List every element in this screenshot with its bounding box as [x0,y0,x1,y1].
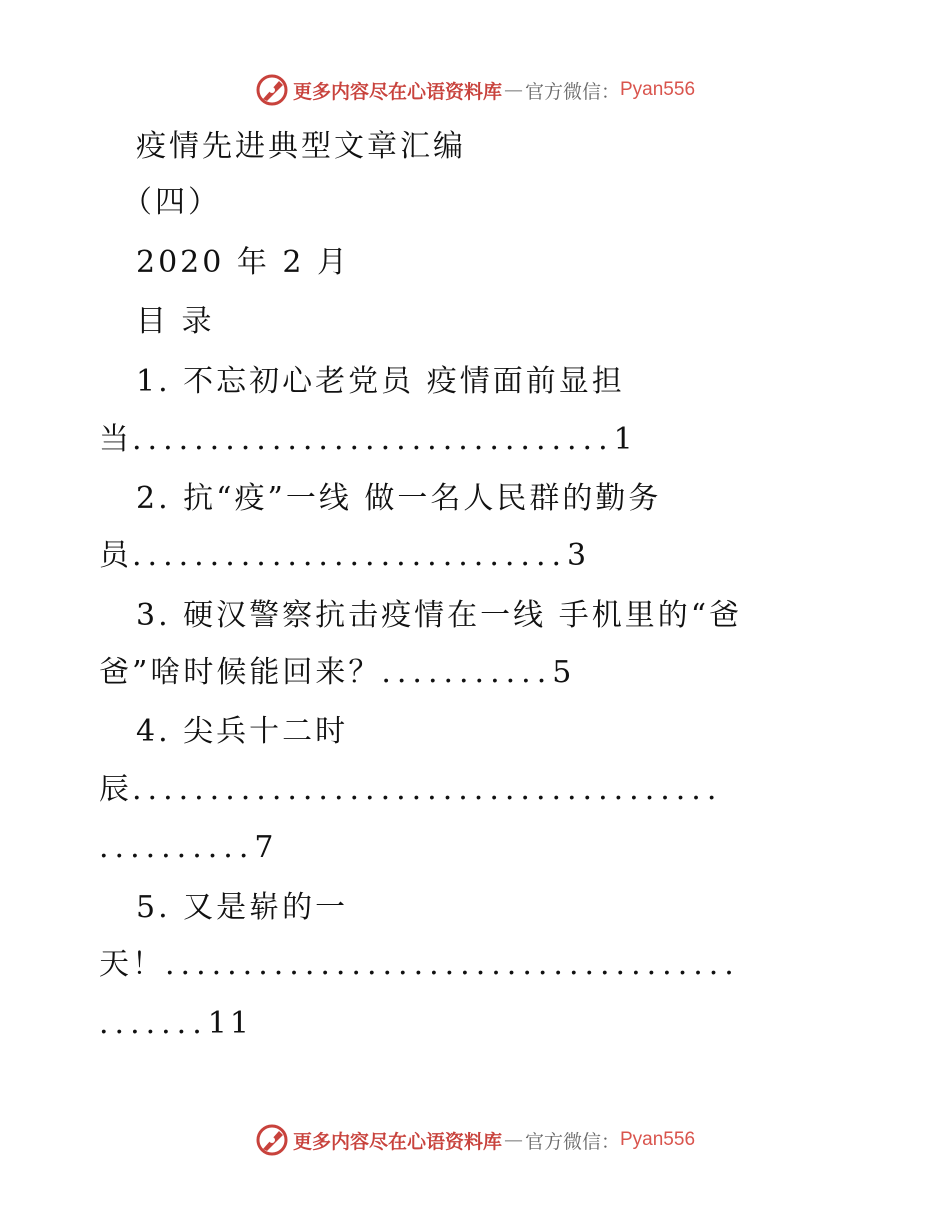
toc-item-entry [99,945,740,985]
watermark-separator: — [503,1129,523,1151]
watermark-wechat-id: Pyan556 [620,1129,696,1150]
toc-item-entry-continued [99,828,276,868]
watermark-wechat-label: 官方微信： [524,80,620,103]
watermark-header [0,72,950,108]
toc-item-page: 3 [567,538,590,573]
toc-item-entry [99,420,636,460]
toc-item-leader: .......... [99,830,255,865]
toc-item-leader: ............................ [132,538,568,573]
toc-item-entry [99,770,722,810]
watermark-wechat-label: 官方微信： [524,1130,620,1153]
toc-heading: 目 录 [136,304,215,339]
toc-item-cont: 当 [99,422,132,457]
toc-item-leader: ..................................... [165,947,740,982]
toc-item-cont: 辰 [99,772,132,807]
toc-item-page: 5 [552,655,575,690]
watermark-brand: 更多内容尽在心语资料库 [292,1130,502,1153]
toc-item-leader: ............................... [132,422,614,457]
toc-item-cont: 爸”啥时候能回来？ [99,655,382,690]
toc-item-label: 2. 抗“疫”一线 做一名人民群的勤务 [136,481,662,516]
toc-item-label: 3. 硬汉警察抗击疫情在一线 手机里的“爸 [136,598,743,633]
toc-item-leader: ...................................... [132,772,723,807]
toc-item-label: 1. 不忘初心老党员 疫情面前显担 [136,364,625,399]
watermark-brand: 更多内容尽在心语资料库 [292,80,502,103]
toc-item-leader: ........... [381,655,553,690]
toc-item-entry [99,536,589,576]
pen-logo-icon [255,1123,289,1157]
toc-item-page: 1 [613,422,636,457]
watermark-separator: — [503,79,523,101]
document-volume: （四） [122,185,221,220]
watermark-wechat-id: Pyan556 [620,79,696,100]
toc-item-entry-continued [99,1004,252,1044]
pen-logo-icon [255,73,289,107]
toc-item-page: 7 [254,830,277,865]
watermark-footer [0,1122,950,1158]
document-title: 疫情先进典型文章汇编 [136,129,466,164]
toc-item-label: 5. 又是崭的一 [136,890,349,925]
toc-item-cont: 天！ [99,947,165,982]
toc-item-cont: 员 [99,538,132,573]
toc-item-label: 4. 尖兵十二时 [136,714,349,749]
toc-item-page: 11 [207,1006,252,1041]
document-date: 2020 年 2 月 [136,245,351,280]
toc-item-leader: ....... [99,1006,208,1041]
toc-item-entry [99,653,574,693]
